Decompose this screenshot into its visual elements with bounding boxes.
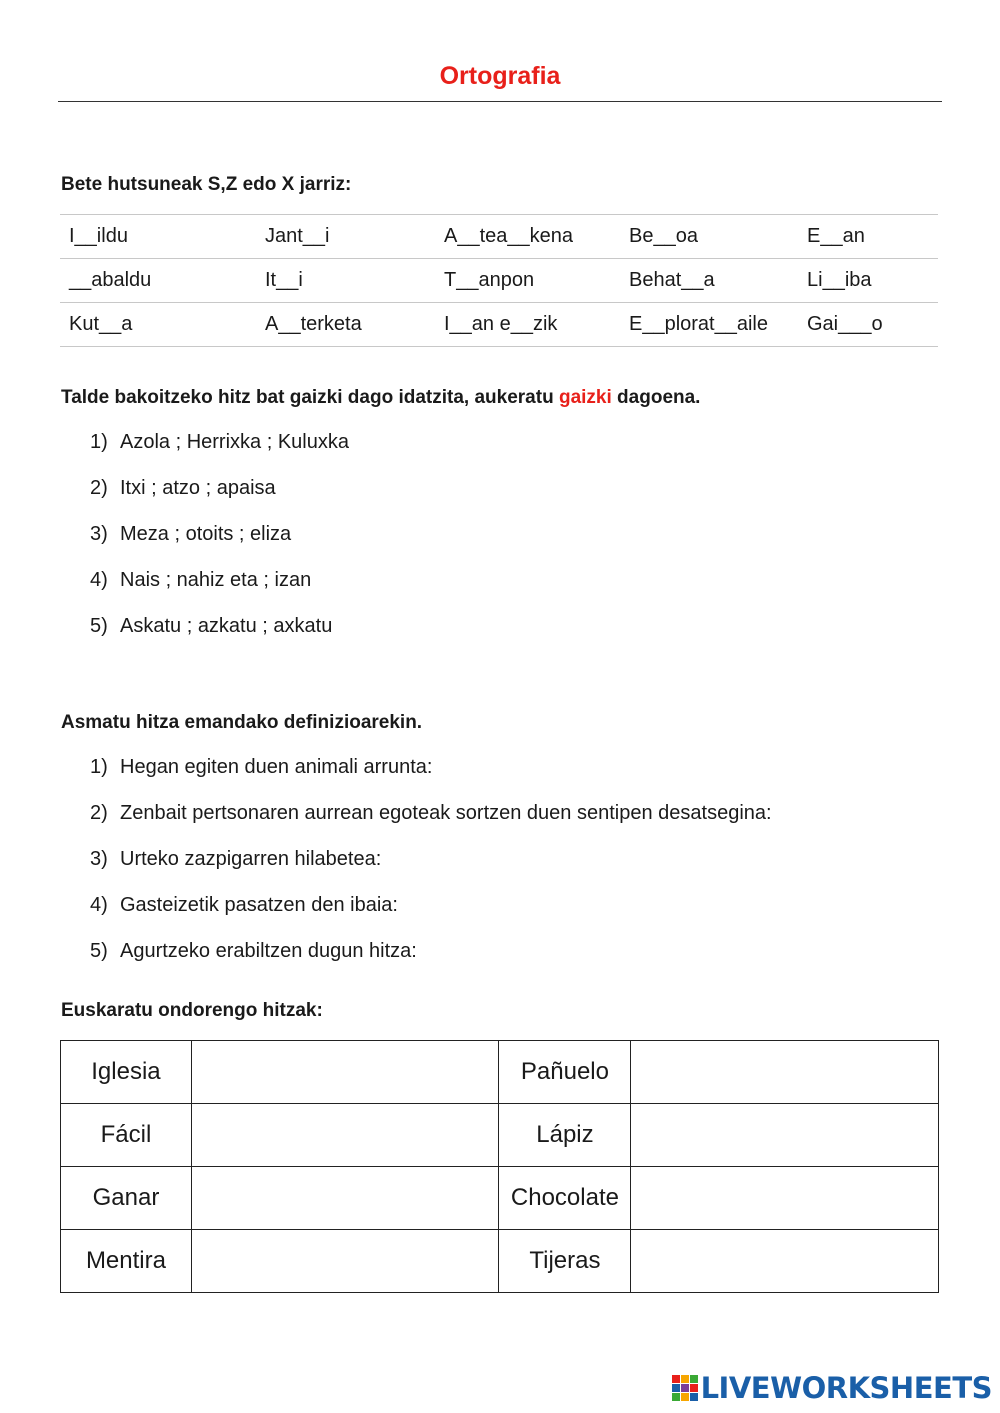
- answer-cell[interactable]: [191, 1230, 499, 1293]
- fill-word[interactable]: A__terketa: [256, 303, 435, 347]
- list-item[interactable]: [90, 477, 349, 523]
- table-row: [61, 1104, 939, 1167]
- list-text: Agurtzeko erabiltzen dugun hitza:: [120, 940, 417, 962]
- logo-square: [690, 1384, 698, 1392]
- fill-word[interactable]: I__ildu: [60, 215, 256, 259]
- logo-square: [672, 1393, 680, 1401]
- list-item[interactable]: [90, 756, 772, 802]
- section2-heading-emphasis: gaizki: [558, 387, 612, 408]
- list-item[interactable]: [90, 802, 772, 848]
- list-number: 3): [90, 848, 108, 870]
- list-item[interactable]: [90, 523, 349, 569]
- table-row: [60, 215, 938, 259]
- list-item[interactable]: [90, 615, 349, 661]
- logo-text: LIVEWORKSHEETS: [700, 1371, 992, 1405]
- list-item[interactable]: [90, 894, 772, 940]
- logo-square: [672, 1384, 680, 1392]
- table-row: [60, 259, 938, 303]
- table-row: [60, 303, 938, 347]
- list-number: 4): [90, 569, 108, 591]
- list-text: Hegan egiten duen animali arrunta:: [120, 756, 433, 778]
- section3-heading: Asmatu hitza emandako definizioarekin.: [61, 712, 423, 733]
- section4-heading: Euskaratu ondorengo hitzak:: [61, 1000, 323, 1021]
- source-word: Mentira: [61, 1230, 192, 1293]
- source-word: Pañuelo: [499, 1041, 631, 1104]
- fill-word[interactable]: E__an: [798, 215, 938, 259]
- source-word: Iglesia: [61, 1041, 192, 1104]
- title-divider: [58, 101, 942, 102]
- list-text: Azola ; Herrixka ; Kuluxka: [120, 431, 349, 453]
- logo-square: [681, 1393, 689, 1401]
- list-number: 5): [90, 940, 108, 962]
- fill-word[interactable]: Li__iba: [798, 259, 938, 303]
- list-item[interactable]: [90, 940, 772, 986]
- section2-heading: [61, 387, 700, 409]
- table-row: [61, 1041, 939, 1104]
- section2-heading-end: dagoena.: [611, 387, 701, 408]
- fill-in-table: [60, 214, 938, 347]
- list-item[interactable]: [90, 848, 772, 894]
- list-number: 2): [90, 802, 108, 824]
- source-word: Lápiz: [499, 1104, 631, 1167]
- list-number: 2): [90, 477, 108, 499]
- translation-table: [60, 1040, 939, 1293]
- list-text: Itxi ; atzo ; apaisa: [120, 477, 276, 499]
- list-item[interactable]: [90, 569, 349, 615]
- logo-square: [681, 1375, 689, 1383]
- list-text: Zenbait pertsonaren aurrean egoteak sortzen duen sentipen desatsegina:: [120, 802, 772, 824]
- answer-cell[interactable]: [191, 1041, 499, 1104]
- answer-cell[interactable]: [191, 1167, 499, 1230]
- list-text: Urteko zazpigarren hilabetea:: [120, 848, 382, 870]
- fill-word[interactable]: E__plorat__aile: [620, 303, 798, 347]
- answer-cell[interactable]: [631, 1230, 939, 1293]
- answer-cell[interactable]: [631, 1041, 939, 1104]
- liveworksheets-grid-icon: [672, 1375, 698, 1401]
- answer-cell[interactable]: [191, 1104, 499, 1167]
- word-group-list: [90, 431, 349, 661]
- fill-word[interactable]: I__an e__zik: [435, 303, 620, 347]
- list-number: 1): [90, 756, 108, 778]
- fill-word[interactable]: Be__oa: [620, 215, 798, 259]
- fill-word[interactable]: __abaldu: [60, 259, 256, 303]
- list-text: Nais ; nahiz eta ; izan: [120, 569, 312, 591]
- list-text: Meza ; otoits ; eliza: [120, 523, 292, 545]
- list-text: Askatu ; azkatu ; axkatu: [120, 615, 333, 637]
- logo-square: [681, 1384, 689, 1392]
- section1-heading: Bete hutsuneak S,Z edo X jarriz:: [61, 174, 352, 195]
- fill-word[interactable]: Gai___o: [798, 303, 938, 347]
- source-word: Ganar: [61, 1167, 192, 1230]
- source-word: Chocolate: [499, 1167, 631, 1230]
- logo-square: [690, 1375, 698, 1383]
- list-number: 5): [90, 615, 108, 637]
- list-text: Gasteizetik pasatzen den ibaia:: [120, 894, 398, 916]
- fill-word[interactable]: Behat__a: [620, 259, 798, 303]
- table-row: [61, 1167, 939, 1230]
- fill-word[interactable]: Kut__a: [60, 303, 256, 347]
- logo-square: [672, 1375, 680, 1383]
- list-number: 3): [90, 523, 108, 545]
- source-word: Fácil: [61, 1104, 192, 1167]
- answer-cell[interactable]: [631, 1104, 939, 1167]
- definition-list: [90, 756, 772, 986]
- source-word: Tijeras: [499, 1230, 631, 1293]
- fill-word[interactable]: It__i: [256, 259, 435, 303]
- liveworksheets-logo[interactable]: [672, 1371, 992, 1405]
- fill-word[interactable]: A__tea__kena: [435, 215, 620, 259]
- page-title: Ortografia: [439, 62, 561, 90]
- table-row: [61, 1230, 939, 1293]
- fill-word[interactable]: Jant__i: [256, 215, 435, 259]
- section2-heading-text: Talde bakoitzeko hitz bat gaizki dago idatzita, aukeratu: [61, 387, 559, 408]
- list-number: 1): [90, 431, 108, 453]
- fill-word[interactable]: T__anpon: [435, 259, 620, 303]
- logo-square: [690, 1393, 698, 1401]
- list-item[interactable]: [90, 431, 349, 477]
- list-number: 4): [90, 894, 108, 916]
- answer-cell[interactable]: [631, 1167, 939, 1230]
